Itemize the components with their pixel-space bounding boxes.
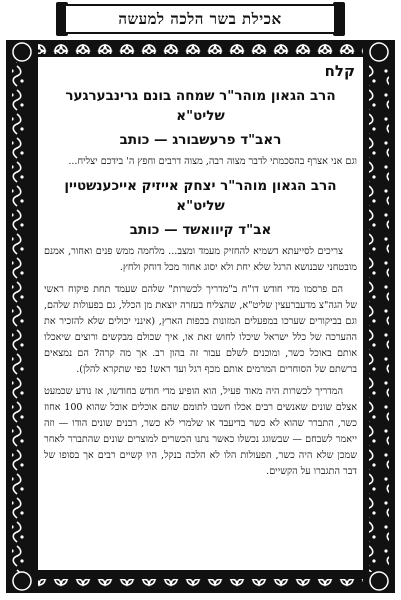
letter2-author-title: שליט"א <box>176 198 225 214</box>
letter2-author: הרב הגאון מוהר"ר יצחק אייזיק אייכענשטיין <box>64 178 337 194</box>
page-title: אכילת בשר הלכה למעשה <box>118 9 282 28</box>
document-body <box>44 60 357 565</box>
letter1-author: הרב הגאון מוהר"ר שמחה בונם גרינבערגער <box>65 88 336 104</box>
letter2-paragraph-1: צריכים לסייעתא דשמיא להחזיק מעמד ומצב... מלחמה ממש פנים ואחור, אמנם מובטחני שבנושא הרגל שלא יחת ולא יסוג אחור מכל דוחק ולחץ. <box>44 246 357 273</box>
letter1-author-title: שליט"א <box>176 108 225 124</box>
letter1-author-position: ראב"ד פרעשבורג — כותב <box>119 132 282 148</box>
page-number: קלח <box>324 62 355 80</box>
letter2-paragraph-3: המדריך לכשרות היה מאוד פעיל, הוא הופיע מדי חודש בחודשו, אז נודע שכמעט אצלם שונים שאנשים רבים אכלו חשבו לתומם שהם אוכלים אוכל שהוא 100 אחוז כשר, התברר שהוא לא כשר בדיעבד או שלמרי לא כשר, רבנים שונים הודו — וזה ייאמר לשבחם — שבשוגג נכשלו כאשר נתנו הכשרים למוצרים שונים שהתברר לאחר שמכן שלא היה כשר, הפעולות הלו לא הלכה בנקל, היו קשיים רבים אך בסופו של דבר התגברו על הקשיים. <box>44 386 357 477</box>
letter2-author-position: אב"ד קיוואשד — כותב <box>129 222 272 238</box>
letter1-body: וגם אני אצרף בהסכמתי לדבר מצוה רבה, מצוה דרבים וחפץ ה' בידכם יצליח... <box>68 156 357 167</box>
header-banner <box>64 4 336 34</box>
letter2-paragraph-2: הם פרסמו מדי חודש דו"ח ב"מדריך לכשרות" שלהם שעמד תחת פיקוח ראשי של הגה"צ מדעברעצין שליט"א, שהצליח בעזרה יוצאת מן הכלל, גם בפעולות שלהם, וגם בביקורים שערכו במפעלים המזונות בכפות הארץ, (אינני יכולים שלא להזכיר את ההערכה של כלל ישראל שיכלו לחוש זאת או, איך שכולם מבקשים ורוצים שיאכלו אותם באוכל כשר, ומוכנים לשלם עבור זה בהון רב. אך מה קרה? הם נמצאים ברשתם של הסוחרים המרמים אותם מכף רגל ועד ראש! כפי שתקרא להלן). <box>44 284 357 375</box>
